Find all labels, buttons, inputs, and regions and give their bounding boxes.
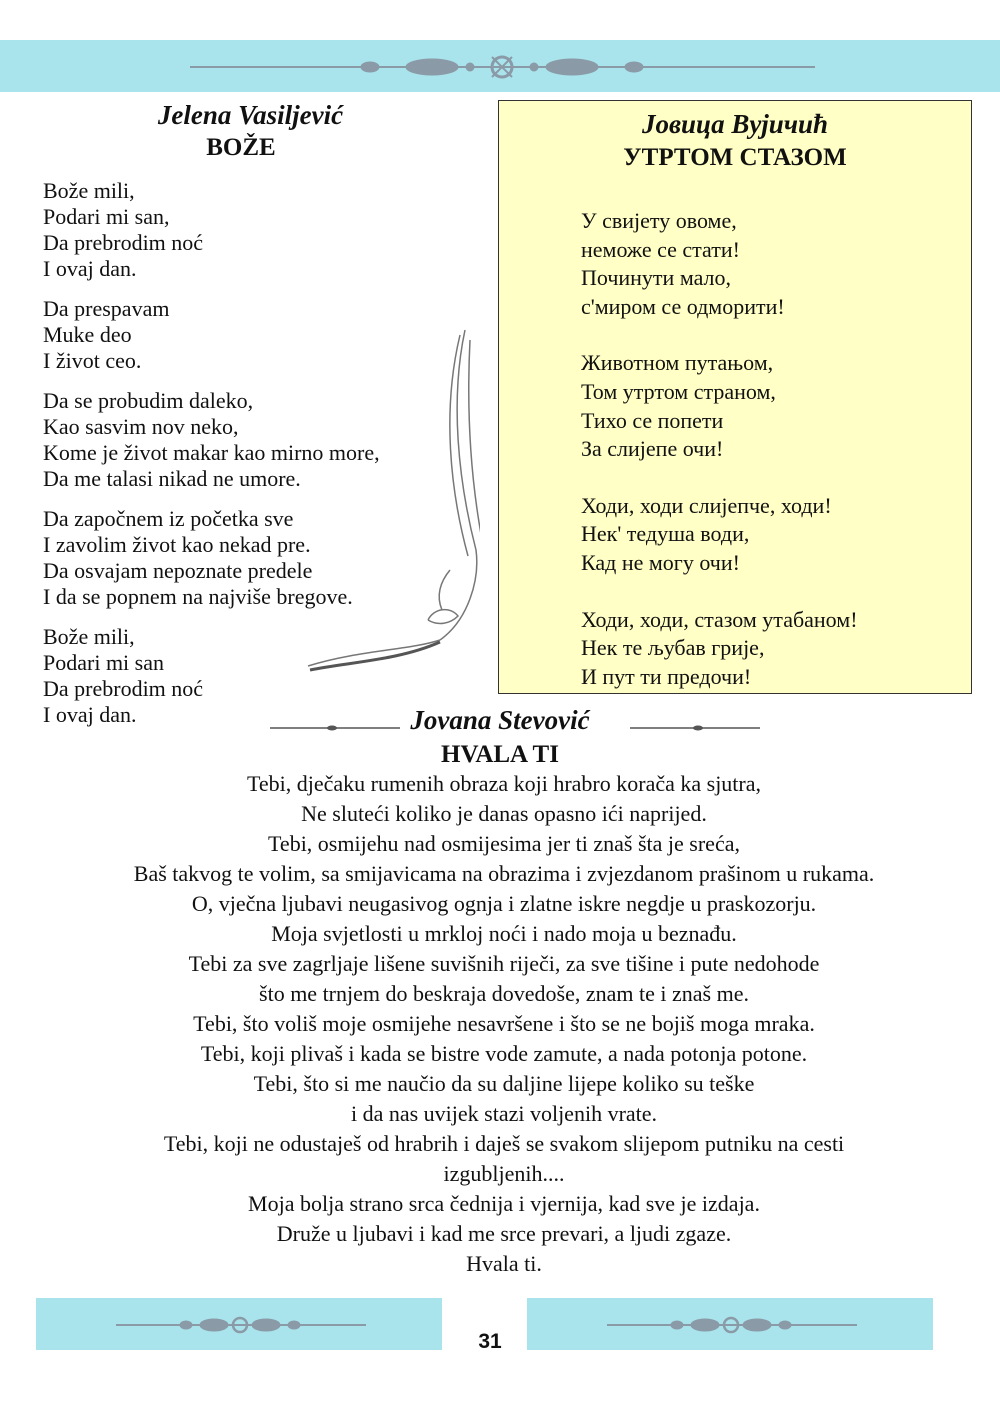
bottom-poem-author: Jovana Stevović — [410, 705, 590, 735]
poem-line: Кад не могу очи! — [581, 549, 740, 575]
poem-line: с'миром се одморити! — [581, 293, 785, 319]
poem-line: Kao sasvim nov neko, — [43, 414, 239, 439]
right-poem-stanzas — [581, 207, 858, 719]
right-poem-author: Јовица Вујичић — [641, 109, 829, 139]
poem-line: Починути мало, — [581, 265, 732, 291]
poem-line: Hvala ti. — [466, 1251, 542, 1276]
poem-line: Tebi za sve zagrljaje lišene suvišnih riječi, za sve tišine i pute nedohode — [188, 951, 820, 976]
left-poem-author: Jelena Vasiljević — [157, 100, 344, 130]
poem-line: O, vječna ljubavi neugasivog ognja i zlatne iskre negdje u praskozorju. — [191, 891, 817, 916]
poem-line: što me trnjem do beskraja dovedoše, znam te i znaš me. — [259, 981, 749, 1006]
poem-line: Tebi, koji ne odustaješ od hrabrih i daješ se svakom slijepom putniku na cesti — [163, 1131, 845, 1156]
poem-line: Тихо се попети — [581, 407, 724, 433]
poem-line: Da me talasi nikad ne umore. — [43, 466, 301, 491]
stanza — [581, 492, 858, 578]
poem-line: Moja bolja strano srca čednija i vjernija, kad sve je izdaja. — [248, 1191, 760, 1216]
poem-line: Том утртом страном, — [581, 378, 776, 404]
poem-line: У свијету овоме, — [581, 208, 737, 233]
poem-line: Da prespavam — [43, 296, 170, 321]
poem-line: Tebi, što si me naučio da su daljine lijepe koliko su teške — [253, 1071, 755, 1096]
left-poem-title: BOŽE — [206, 134, 276, 161]
poem-line: Druže u ljubavi i kad me srce prevari, a ljudi zgaze. — [276, 1221, 732, 1246]
bottom-poem-title: HVALA TI — [441, 741, 559, 768]
ornament-divider-icon — [0, 40, 1000, 92]
poem-line: Podari mi san — [43, 650, 164, 675]
poem-line: Ne sluteći koliko je danas opasno ići naprijed. — [301, 801, 707, 826]
stanza — [581, 349, 858, 463]
poem-line: Podari mi san, — [43, 204, 170, 229]
poem-line: Bože mili, — [43, 178, 135, 203]
stanza — [43, 178, 380, 282]
poem-line: Baš takvog te volim, sa smijavicama na obrazima i zvjezdanom prašinom u rukama. — [133, 861, 875, 886]
poem-line: И пут ти предочи! — [581, 663, 752, 689]
poem-line: Da prebrodim noć — [43, 230, 204, 255]
poem-line: Da započnem iz početka sve — [43, 506, 294, 531]
poem-line: izgubljenih.... — [443, 1161, 565, 1186]
poem-line: I ovaj dan. — [43, 702, 137, 727]
bottom-poem-lines — [40, 769, 968, 1279]
poem-line: Da se probudim daleko, — [43, 388, 254, 413]
poem-line: Kome je život makar kao mirno more, — [43, 440, 380, 465]
poem-line: Tebi, osmijehu nad osmijesima jer ti znaš šta je sreća, — [268, 831, 740, 856]
header-band — [0, 40, 1000, 92]
poem-line: Tebi, koji plivaš i kada se bistre vode zamute, a nada potonja potone. — [200, 1041, 808, 1066]
right-poem-box — [498, 100, 972, 694]
poem-line: Muke deo — [43, 322, 132, 347]
quill-icon — [300, 320, 480, 680]
stanza — [581, 207, 858, 321]
poem-line: Ходи, ходи, стазом утабаном! — [581, 606, 858, 632]
stanza — [581, 606, 858, 692]
poem-line: За слијепе очи! — [581, 436, 724, 462]
poem-line: i da nas uvijek stazi voljenih vrate. — [350, 1101, 658, 1126]
poem-line: Moja svjetlosti u mrkloj noći i nado moja u beznađu. — [271, 921, 737, 946]
poem-line: Bože mili, — [43, 624, 135, 649]
poem-line: Tebi, što voliš moje osmijehe nesavršene i što se ne bojiš moga mraka. — [193, 1011, 815, 1036]
poem-line: Da osvajam nepoznate predele — [43, 558, 313, 583]
poem-line: I život ceo. — [43, 348, 142, 373]
poem-line: Ходи, ходи слијепче, ходи! — [581, 492, 832, 518]
poem-line: I da se popnem na najviše bregove. — [43, 584, 353, 609]
poem-line: Нек те љубав грије, — [581, 635, 765, 661]
right-poem-title: УТРТОМ СТАЗОМ — [623, 144, 847, 171]
poem-line: Нек' тедуша води, — [581, 521, 750, 547]
poem-line: Животном путањом, — [581, 350, 774, 376]
poem-line: I ovaj dan. — [43, 256, 137, 281]
poem-line: I zavolim život kao nekad pre. — [43, 532, 311, 557]
poem-line: Da prebrodim noć — [43, 676, 204, 701]
poem-line: Tebi, dječaku rumenih obraza koji hrabro korača ka sjutra, — [246, 771, 762, 796]
page-number: 31 — [478, 1330, 502, 1353]
poem-line: неможе се стати! — [581, 236, 740, 262]
